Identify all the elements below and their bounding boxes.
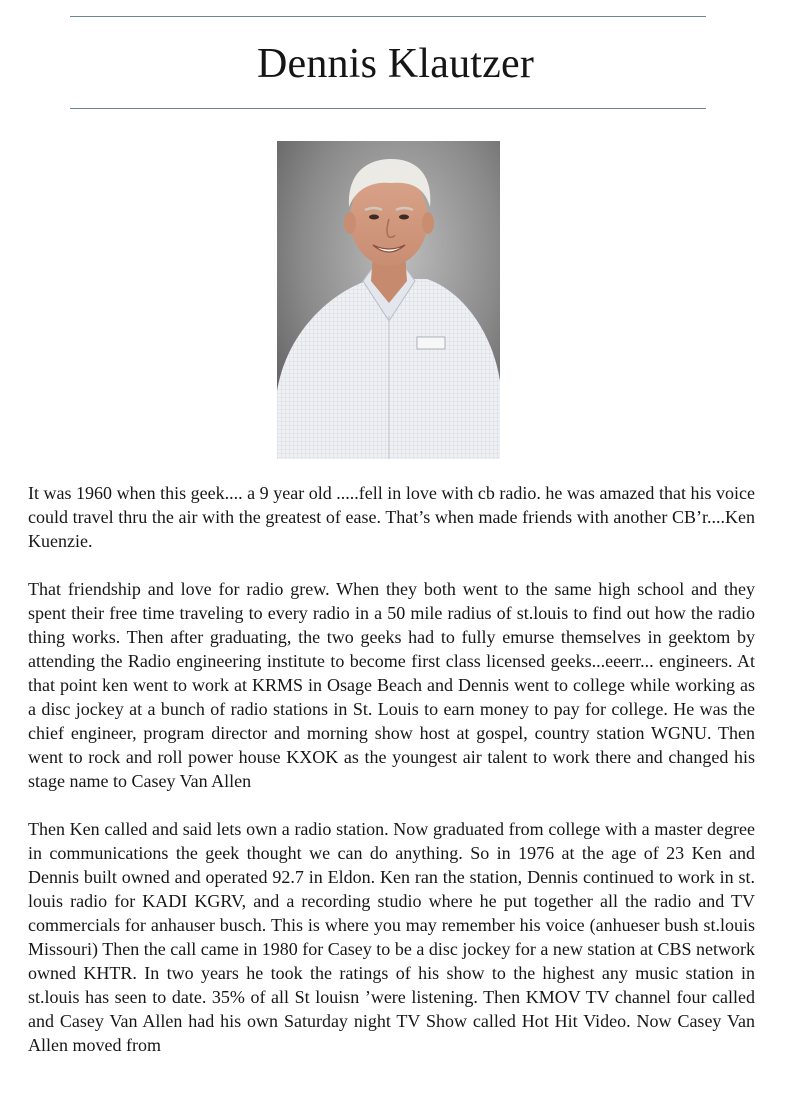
top-divider	[70, 16, 706, 17]
article-body	[28, 481, 755, 1081]
portrait-illustration	[277, 141, 500, 459]
article-paragraph-2: That friendship and love for radio grew. When they both went to the same high school and they spent their free time traveling to every radio in a 50 mile radius of st.louis to find out how the radio thing works. Then after graduating, the two geeks had to fully emurse themselves in geektom by attending the Radio engineering institute to become first class licensed geeks...eeerr... engineers. At that point ken went to work at KRMS in Osage Beach and Dennis went to college while working as a disc jockey at a bunch of radio stations in St. Louis to earn money to pay for college. He was the chief engineer, program director and morning show host at gospel, country station WGNU. Then went to rock and roll power house KXOK as the youngest air talent to work there and changed his stage name to Casey Van Allen	[28, 579, 755, 791]
portrait-photo	[277, 141, 500, 459]
page-title: Dennis Klautzer	[256, 41, 535, 87]
article-paragraph-3: Then Ken called and said lets own a radio station. Now graduated from college with a master degree in communications the geek thought we can do anything. So in 1976 at the age of 23 Ken and Dennis built owned and operated 92.7 in Eldon. Ken ran the station, Dennis continued to work in st. louis radio for KADI KGRV, and a recording studio where he put together all the radio and TV commercials for anhauser busch. This is where you may remember his voice (anhueser bush st.louis Missouri) Then the call came in 1980 for Casey to be a disc jockey for a new station at CBS network owned KHTR. In two years he took the ratings of his show to the highest any music station in st.louis has seen to date. 35% of all St louisn ’were listening. Then KMOV TV channel four called and Casey Van Allen had his own Saturday night TV Show called Hot Hit Video. Now Casey Van Allen moved from	[28, 819, 755, 1055]
article-paragraph-1: It was 1960 when this geek.... a 9 year old .....fell in love with cb radio. he was amazed that his voice could travel thru the air with the greatest of ease. That’s when made friends with another CB’r....Ken Kuenzie.	[28, 483, 755, 551]
bottom-divider	[70, 108, 706, 109]
